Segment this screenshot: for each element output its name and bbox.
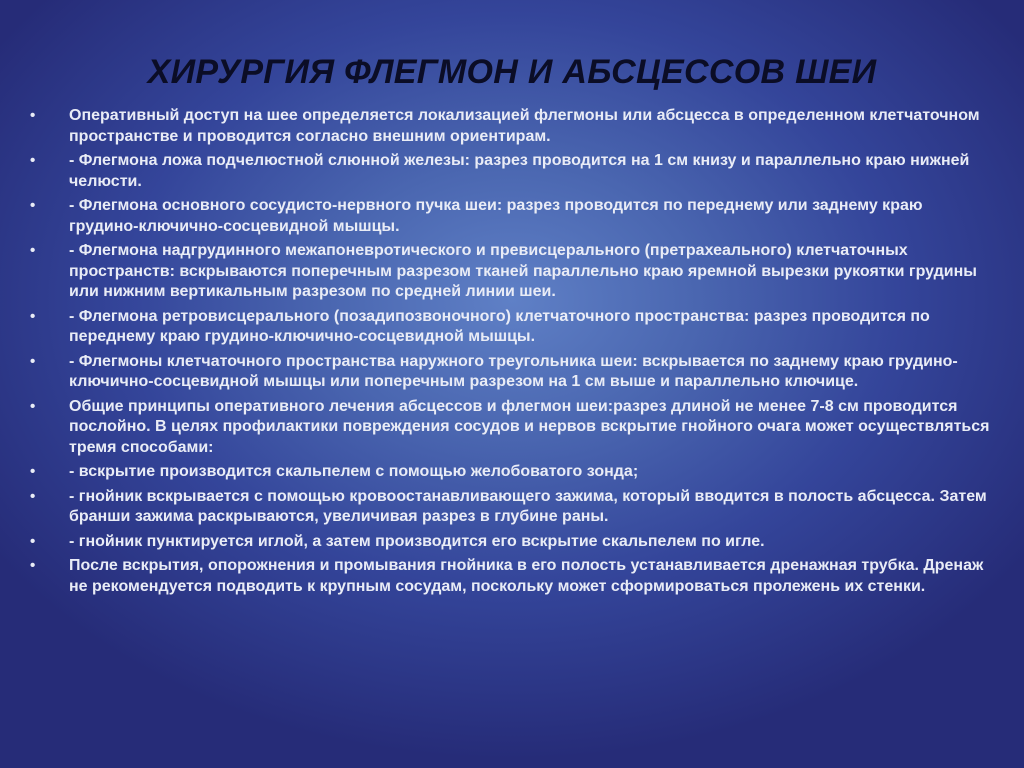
bullet-item [30, 106, 990, 147]
bullet-dot-icon: • [30, 397, 36, 415]
bullet-dot-icon: • [30, 487, 36, 505]
bullet-text: - Флегмоны клетчаточного пространства наружного треугольника шеи: вскрывается по заднему краю грудино-ключично-сосцевидной мышцы или поперечным разрезом на 1 см выше и параллельно ключице. [69, 352, 958, 390]
bullet-dot-icon: • [30, 152, 36, 169]
bullet-item [30, 196, 990, 237]
bullet-item [30, 487, 990, 528]
bullet-text: - вскрытие производится скальпелем с помощью желобоватого зонда; [69, 463, 639, 480]
bullet-text: - Флегмона ретровисцерального (позадипозвоночного) клетчаточного пространства: разрез проводится по переднему краю грудино-ключично-сосцевидной мышцы. [69, 307, 930, 345]
bullet-text: - гнойник вскрывается с помощью кровоостанавливающего зажима, который вводится в полость абсцесса. Затем бранши зажима раскрываются, увеличивая разрез в глубине раны. [69, 487, 987, 525]
bullet-dot-icon: • [30, 242, 36, 259]
bullet-dot-icon: • [30, 197, 36, 214]
bullet-dot-icon: • [30, 463, 36, 480]
bullet-text: Общие принципы оперативного лечения абсцессов и флегмон шеи:разрез длиной не менее 7-8 см проводится послойно. В целях профилактики повреждения сосудов и нервов вскрытие гнойного очага может осуществляться тремя способами: [69, 397, 990, 456]
bullet-item [30, 307, 990, 348]
bullet-item [30, 462, 990, 483]
bullet-dot-icon: • [30, 307, 36, 325]
bullet-item [30, 556, 990, 597]
bullet-item [30, 532, 990, 553]
bullet-item [30, 352, 990, 393]
bullet-item [30, 397, 990, 459]
bullet-text: После вскрытия, опорожнения и промывания гнойника в его полость устанавливается дренажная трубка. Дренаж не рекомендуется подводить к крупным сосудам, поскольку может сформироваться пролежень их стенки. [69, 557, 984, 595]
bullet-item [30, 151, 990, 192]
bullet-list [30, 106, 990, 601]
bullet-text: Оперативный доступ на шее определяется локализацией флегмоны или абсцесса в определенном клетчаточном пространстве и проводится согласно внешним ориентирам. [69, 107, 980, 145]
bullet-dot-icon: • [30, 107, 36, 124]
bullet-text: - гнойник пунктируется иглой, а затем производится его вскрытие скальпелем по игле. [69, 532, 765, 550]
bullet-item [30, 241, 990, 303]
bullet-dot-icon: • [30, 352, 36, 370]
bullet-dot-icon: • [30, 557, 36, 574]
bullet-text: - Флегмона ложа подчелюстной слюнной железы: разрез проводится на 1 см книзу и параллельно краю нижней челюсти. [69, 152, 970, 190]
bullet-text: - Флегмона надгрудинного межапоневротического и превисцерального (претрахеального) клетчаточных пространств: вскрываются поперечным разрезом тканей параллельно краю яремной вырезки рукоятки грудины или нижним вертикальным разрезом по средней линии шеи. [69, 242, 977, 300]
bullet-text: - Флегмона основного сосудисто-нервного пучка шеи: разрез проводится по переднему или заднему краю грудино-ключично-сосцевидной мышцы. [69, 197, 923, 235]
bullet-dot-icon: • [30, 532, 36, 550]
slide-title: ХИРУРГИЯ ФЛЕГМОН И АБСЦЕССОВ ШЕИ [147, 53, 877, 91]
